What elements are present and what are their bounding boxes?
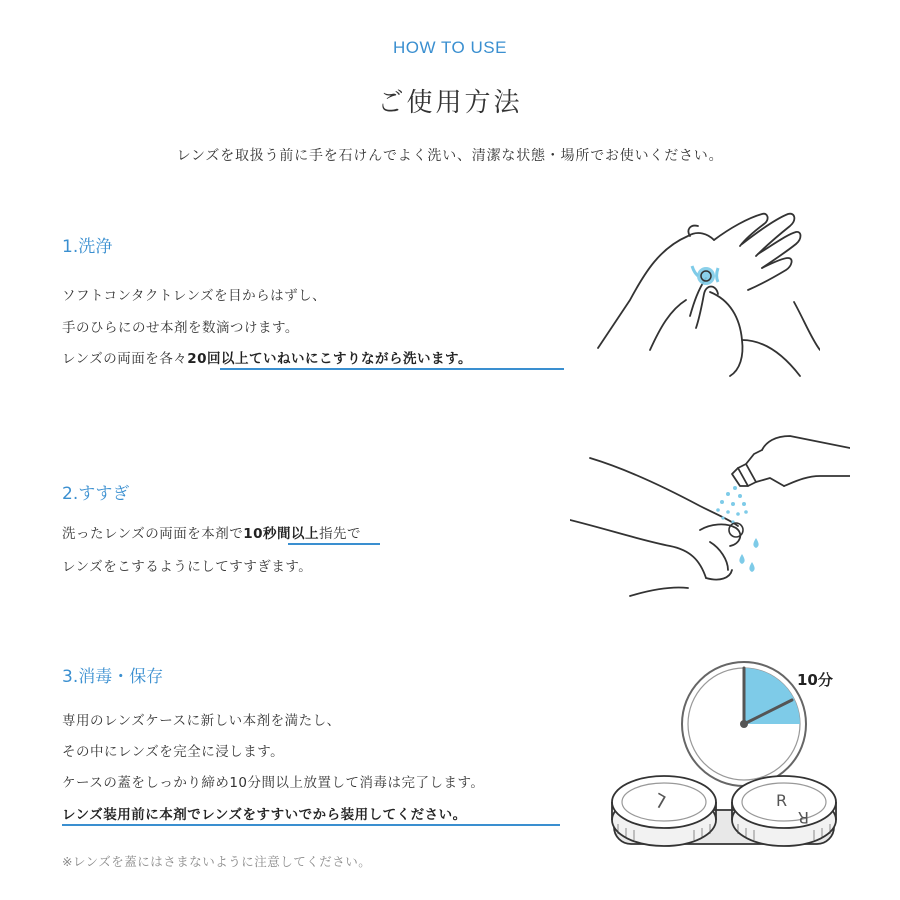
step2-title: 2.すすぎ: [62, 484, 130, 504]
step1-line3-plain: レンズの両面を各々: [62, 351, 188, 367]
step3-line2: その中にレンズを完全に浸します。: [62, 744, 285, 760]
page-title: ご使用方法: [377, 88, 523, 118]
eyebrow-label: HOW TO USE: [393, 38, 507, 57]
case-label-right-bottom: R: [797, 808, 809, 827]
case-label-left: L: [650, 788, 670, 812]
step3-line4: [62, 803, 467, 823]
step1-line3-emphasis: 20回以上ていねいにこすりながら洗います。: [187, 351, 472, 367]
step2-line1-emphasis: 10秒間以上: [243, 526, 320, 542]
step1-line2: 手のひらにのせ本剤を数滴つけます。: [62, 320, 299, 336]
step1-line3: [62, 347, 472, 367]
caution-note: ※レンズを蓋にはさまないように注意してください。: [62, 854, 372, 869]
step3-line3: ケースの蓋をしっかり締め10分間以上放置して消毒は完了します。: [62, 775, 485, 791]
step3-line1: 専用のレンズケースに新しい本剤を満たし、: [62, 713, 341, 729]
intro-text: レンズを取扱う前に手を石けんでよく洗い、清潔な状態・場所でお使いください。: [176, 148, 724, 164]
step2-line1-plain-b: 指先で: [319, 526, 362, 542]
step2-underline: [288, 543, 380, 545]
step2-line1-plain-a: 洗ったレンズの両面を本剤で: [62, 526, 244, 542]
hand-washing-illustration: [590, 200, 820, 380]
step1-title: 1.洗浄: [62, 237, 113, 257]
step1-underline: [220, 368, 564, 370]
step2-line2: レンズをこするようにしてすすぎます。: [62, 559, 313, 575]
case-label-right-top: R: [776, 791, 788, 810]
step3-title: 3.消毒・保存: [62, 667, 164, 687]
lens-case-illustration: [604, 762, 844, 862]
timer-label: 10分: [797, 671, 833, 689]
step3-underline: [62, 824, 560, 826]
step3-line4-emphasis: レンズ装用前に本剤でレンズをすすいでから装用してください。: [62, 807, 467, 823]
step1-line1: ソフトコンタクトレンズを目からはずし、: [62, 288, 327, 304]
step2-line1: [62, 522, 361, 542]
rinsing-bottle-illustration: [570, 430, 850, 600]
